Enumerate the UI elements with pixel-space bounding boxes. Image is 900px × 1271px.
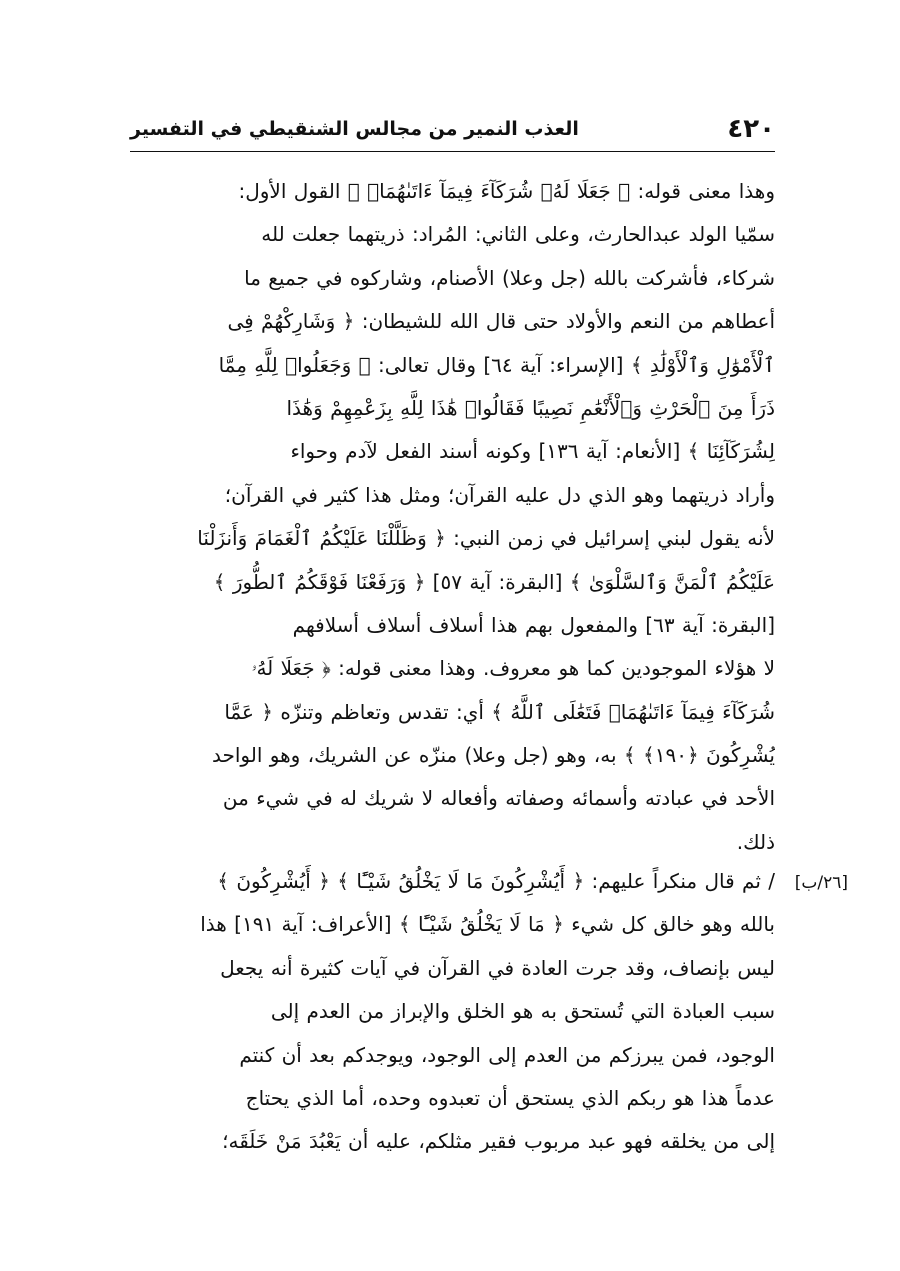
text-line: بالله وهو خالق كل شيء ﴿ مَا لَا يَخْلُقُ شَيْـًٔا ﴾ [الأعراف: آية ١٩١] هذا: [200, 912, 775, 937]
text-line: وأراد ذريتهما وهو الذي دل عليه القرآن؛ ومثل هذا كثير في القرآن؛: [224, 482, 775, 507]
running-title: العذب النمير من مجالس الشنقيطي في التفسير: [130, 118, 579, 140]
text-line: شُرَكَآءَ فِيمَآ ءَاتَىٰهُمَاۚ فَتَعَٰلَى ٱللَّهُ ﴾ أي: تقدس وتعاظم وتنزّه ﴿ عَمَّا: [224, 699, 775, 724]
text-line: إلى من يخلقه فهو عبد مربوب فقير مثلكم، عليه أن يَعْبُدَ مَنْ خَلَقَه؛: [222, 1129, 775, 1154]
page-number: ٤٢٠: [727, 114, 775, 144]
text-line: ٱلْأَمْوَٰلِ وَٱلْأَوْلَٰدِ ﴾ [الإسراء: آية ٦٤] وقال تعالى: ﴿ وَجَعَلُوا۟ لِلَّهِ مِمَّا: [218, 352, 775, 377]
text-line: [البقرة: آية ٦٣] والمفعول بهم هذا أسلاف أسلاف أسلافهم: [292, 612, 775, 637]
paragraph-2: [130, 860, 775, 1170]
text-line: الأحد في عبادته وأسمائه وصفاته وأفعاله لا شريك له في شيء من: [222, 786, 775, 811]
text-line: لِشُرَكَآئِنَا ﴾ [الأنعام: آية ١٣٦] وكونه أسند الفعل لآدم وحواء: [290, 439, 775, 464]
paragraph-1: [130, 170, 775, 854]
page-header: [130, 112, 775, 148]
text-line: لا هؤلاء الموجودين كما هو معروف. وهذا معنى قوله: ﴿ جَعَلَا لَهُۥ: [251, 656, 775, 681]
text-line: ذلك.: [736, 829, 775, 854]
text-line: عَلَيْكُمُ ٱلْمَنَّ وَٱلسَّلْوَىٰ ﴾ [البقرة: آية ٥٧] ﴿ وَرَفَعْنَا فَوْقَكُمُ ٱلطُّورَ ﴾: [213, 569, 775, 594]
manuscript-folio-reference: [٢٦/ب]: [794, 873, 848, 893]
text-line: شركاء، فأشركت بالله (جل وعلا) الأصنام، وشاركوه في جميع ما: [244, 265, 775, 290]
text-line: / ثم قال منكراً عليهم: ﴿ أَيُشْرِكُونَ مَا لَا يَخْلُقُ شَيْـًٔا ﴾ ﴿ أَيُشْرِكُونَ ﴾: [217, 869, 775, 893]
text-line: أعطاهم من النعم والأولاد حتى قال الله للشيطان: ﴿ وَشَارِكْهُمْ فِى: [227, 309, 775, 334]
text-line: يُشْرِكُونَ ﴿١٩٠﴾ ﴾ به، وهو (جل وعلا) منزّه عن الشريك، وهو الواحد: [212, 743, 775, 768]
text-line: لأنه يقول لبني إسرائيل في زمن النبي: ﴿ وَظَلَّلْنَا عَلَيْكُمُ ٱلْغَمَامَ وَأَنزَلْنَا: [197, 526, 775, 551]
text-line: وهذا معنى قوله: ﴿ جَعَلَا لَهُۥ شُرَكَآءَ فِيمَآ ءَاتَىٰهُمَاۚ ﴾ القول الأول:: [238, 179, 775, 203]
text-line: سبب العبادة التي تُستحق به هو الخلق والإبراز من العدم إلى: [270, 999, 775, 1024]
text-line: سمّيا الولد عبدالحارث، وعلى الثاني: المُراد: ذريتهما جعلت لله: [261, 222, 775, 247]
text-line: ليس بإنصاف، وقد جرت العادة في القرآن في آيات كثيرة أنه يجعل: [220, 955, 775, 980]
header-divider: [130, 151, 775, 152]
text-line: الوجود، فمن يبرزكم من العدم إلى الوجود، ويوجدكم بعد أن كنتم: [239, 1042, 775, 1067]
text-line: عدماً هذا هو ربكم الذي يستحق أن تعبدوه وحده، أما الذي يحتاج: [245, 1085, 775, 1110]
text-line: ذَرَأَ مِنَ ٱلْحَرْثِ وَٱلْأَنْعَٰمِ نَصِيبًا فَقَالُوا۟ هَٰذَا لِلَّهِ بِزَعْمِهِمْ وَهَٰذَا: [286, 395, 775, 420]
